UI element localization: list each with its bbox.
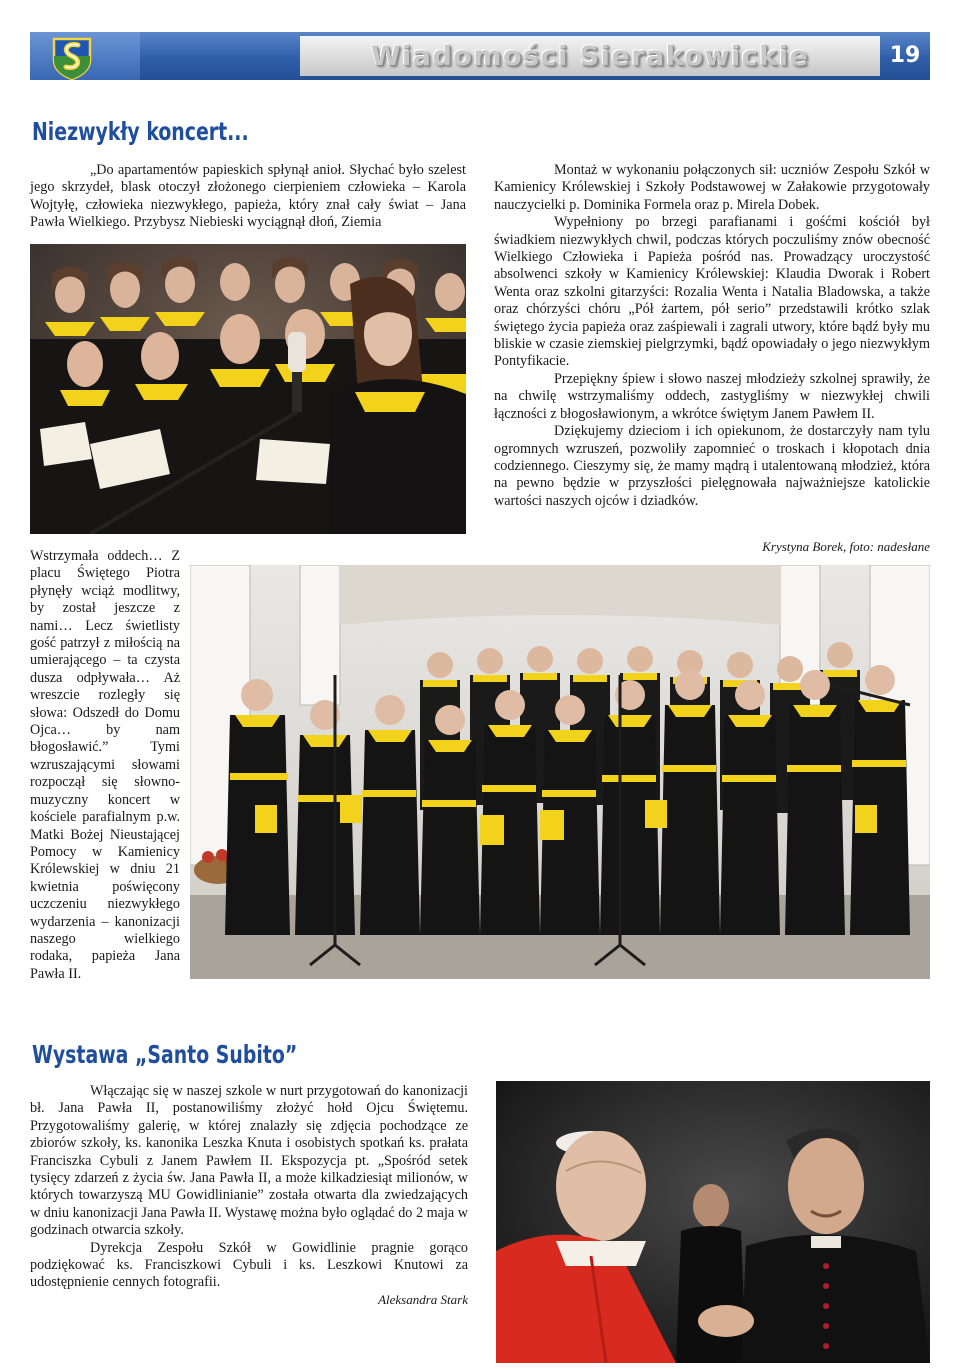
article-title-exhibition: Wystawa „Santo Subito” <box>32 1040 298 1069</box>
choir-closeup-photo <box>30 244 466 534</box>
article-intro <box>30 162 466 232</box>
exhibition-credit: Aleksandra Stark <box>378 1292 468 1307</box>
article-title-concert: Niezwykły koncert... <box>32 117 249 146</box>
pope-meeting-photo <box>496 1081 930 1363</box>
exhibition-paragraph-1: Włączając się w naszej szkole w nurt przygotowań do kanonizacji bł. Jana Pawła II, postanowiliśmy złożyć hołd Ojcu Świętemu. Przygotowaliśmy galerię, w której znalazły się zdjęcia pochodzące ze zbiorów szkoły, ks. kanonika Leszka Knuta i osobistych spotkań ks. prałata Franciszka Cybuli z Janem Pawłem II. Ekspozycja pt. „Spośród setek tysięcy zdarzeń z życia św. Jana Pawła II, a może kilkadziesiąt milionów, w których towarzyszą MU Gowidlinianie” została otwarta dla zwiedzających w dniu kanonizacji Jana Pawła II. Wystawę można było oglądać do 2 maja w godzinach otwarcia szkoły. <box>30 1083 468 1239</box>
article-right-column <box>494 162 930 510</box>
paragraph-montaz: Montaż w wykonaniu połączonych sił: uczniów Zespołu Szkół w Kamienicy Królewskiej i Szkoły Podstawowej w Załakowie przygotowały nauczycielki p. Dominika Formela oraz p. Mirela Dobek. <box>494 162 930 213</box>
exhibition-paragraph-2: Dyrekcja Zespołu Szkół w Gowidlinie pragnie gorąco podziękować ks. Franciszkowi Cybuli i ks. Leszkowi Knutowi za udostępnienie cennych fotografii. <box>30 1239 468 1291</box>
paragraph-singing: Przepiękny śpiew i słowo naszej młodzieży szkolnej sprawiły, że na chwilę wstrzymaliśmy oddech, zastygliśmy w niezwykłej chwili łączności z błogosławionym, a wkrótce świętym Janem Pawłem II. <box>494 370 930 422</box>
coat-of-arms-icon <box>50 36 94 80</box>
sidebar-paragraph: Wstrzymała oddech… Z placu Świętego Piotra płynęły wciąż modlitwy, by został jeszcze z nami… Lecz świetlisty gość patrzył z miłością na umierającego – ta czysta dusza odpływała… Aż wreszcie rozległy się słowa: Odszedł do Domu Ojca… by nam błogosławić.” Tymi wzruszającymi słowami rozpoczął się słowno-muzyczny koncert w kościele parafialnym p.w. Matki Bożej Nieustającej Pomocy w Kamienicy Królewskiej w dniu 21 kwietnia poświęcony uczczeniu niezwykłego wydarzenia – kanonizacji naszego wielkiego rodaka, papieża Jana Pawła II. <box>30 548 180 982</box>
full-choir-photo <box>190 565 930 979</box>
page-number: 19 <box>889 43 921 68</box>
intro-paragraph: „Do apartamentów papieskich spłynął anioł. Słychać było szelest jego skrzydeł, blask otoczył złożonego cierpieniem człowieka – Karola Wojtyłę, człowieka niezwykłego, papieża, który znał cały świat – Jana Pawła Wielkiego. Przybysz Niebieski wyciągnął dłoń, Ziemia <box>30 162 466 231</box>
article-credit: Krystyna Borek, foto: nadesłane <box>762 539 930 554</box>
article-sidebar-column <box>30 548 180 983</box>
magazine-title: Wiadomości Sierakowickie <box>370 41 810 72</box>
paragraph-thanks: Dziękujemy dzieciom i ich opiekunom, że dostarczyły nam tylu ogromnych wzruszeń, pozwoliły zapomnieć o troskach i kłopotach dnia codziennego. Cieszymy się, że mamy mądrą i utalentowaną młodzież, która na pewno będzie w przyszłości pielęgnowała najważniejsze katolickie wartości naszych ojców i dziadków. <box>494 423 930 509</box>
paragraph-church: Wypełniony po brzegi parafianami i gośćmi kościół był świadkiem niezwykłych chwil, podczas których poczuliśmy znów obecność Wielkiego Człowieka i Papieża pośród nas. Prowadzący uroczystość absolwenci szkoły w Kamienicy Królewskiej: Klaudia Dworak i Robert Wenta oraz szkolni gitarzyści: Rozalia Wenta i Natalia Bladowska, a także oraz chórzyści chóru „Pół żartem, pół serio” przedstawili krótko szlak świętego życia papieża oraz zaśpiewali i zagrali utwory, które bądź były mu bliskie w czasie ziemskiej pielgrzymki, bądź opowiadały o jego niezwykłym Pontyfikacie. <box>494 214 930 370</box>
exhibition-text <box>30 1083 468 1292</box>
